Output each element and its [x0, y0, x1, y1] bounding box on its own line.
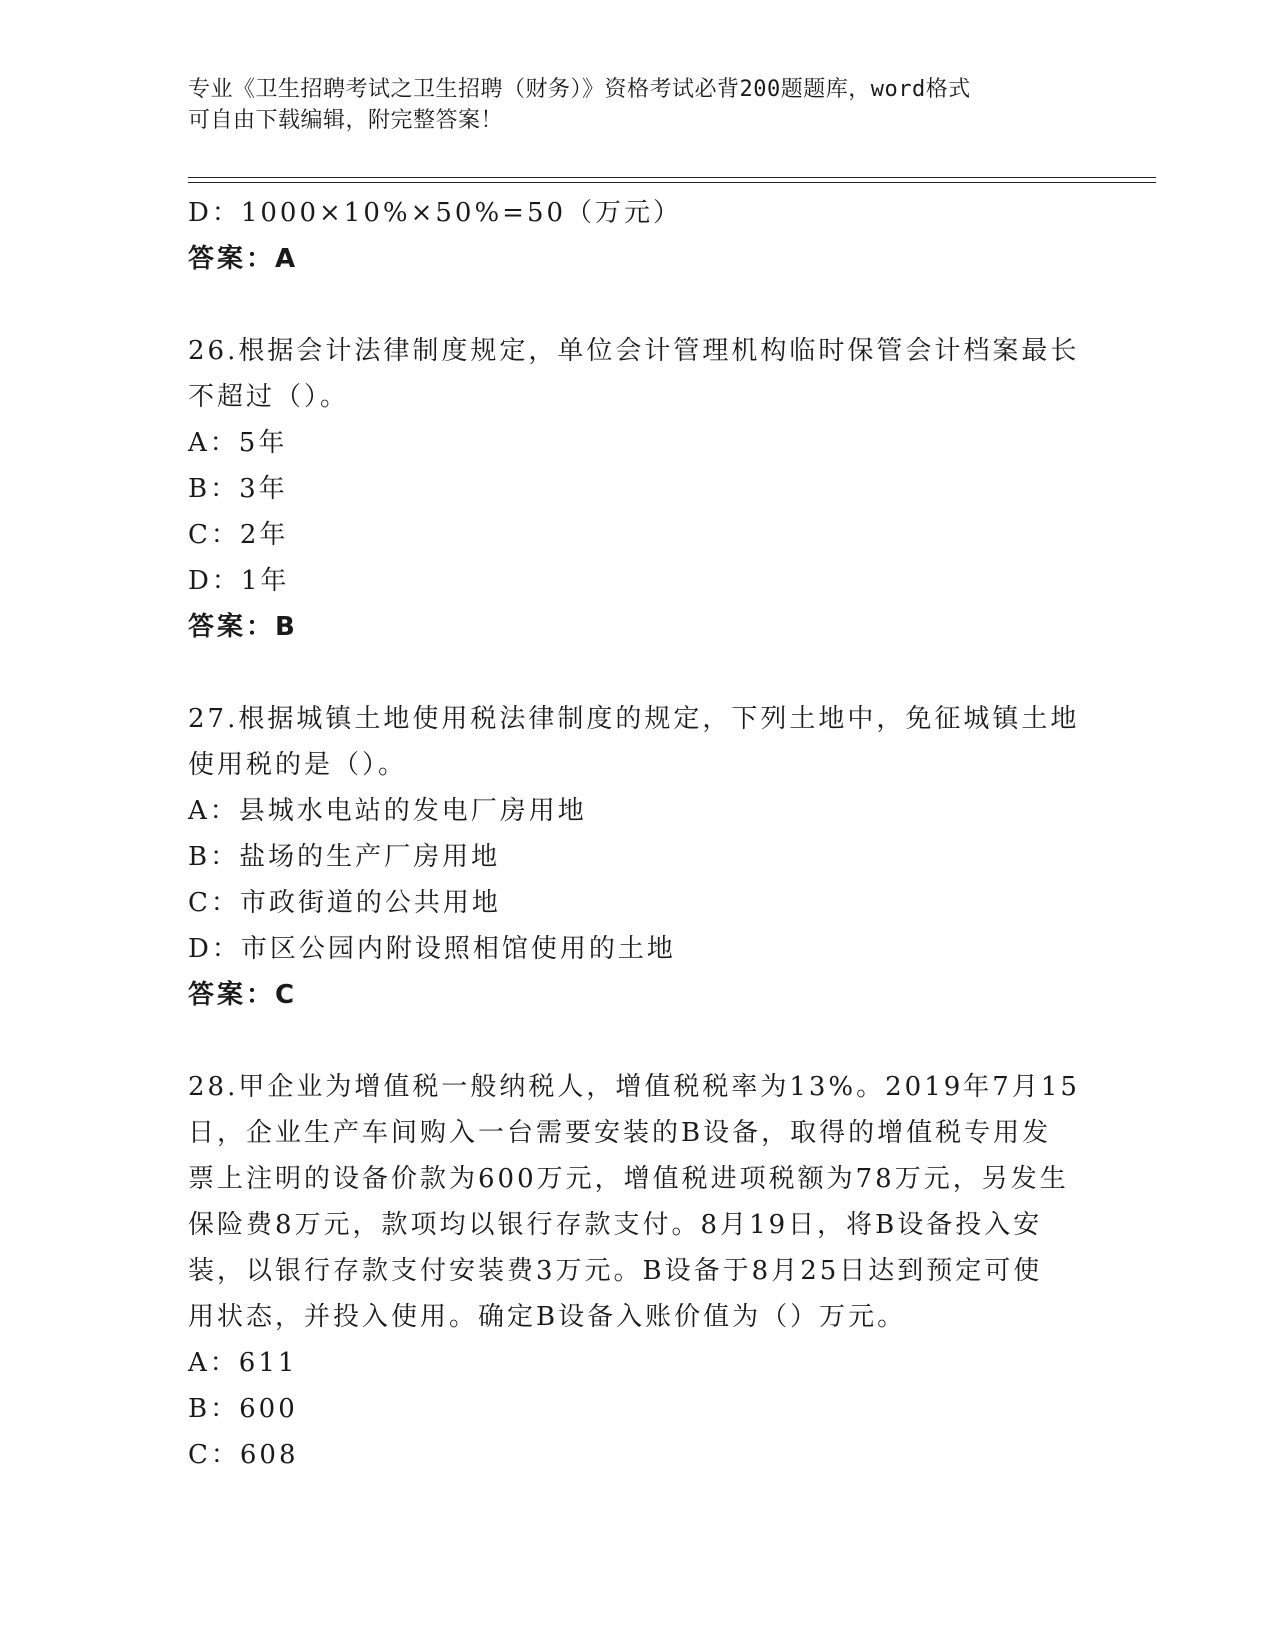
q28-option-c: C：608	[188, 1440, 299, 1470]
q26-stem-line: 不超过（）。	[188, 382, 350, 412]
document-header	[188, 74, 1068, 136]
spacer	[188, 1018, 1088, 1064]
q27-option-c: C：市政街道的公共用地	[188, 888, 501, 918]
header-divider-bottom	[188, 182, 1156, 183]
q25-option-d: D：1000×10%×50%=50（万元）	[188, 198, 683, 228]
q28-option-b: B：600	[188, 1394, 298, 1424]
q26-option-d: D：1年	[188, 566, 290, 596]
q28-stem-line: 日，企业生产车间购入一台需要安装的B设备，取得的增值税专用发	[188, 1118, 1052, 1148]
question-26	[188, 328, 1088, 650]
spacer	[188, 282, 1088, 328]
question-list	[188, 190, 1088, 1478]
q28-option-a: A：611	[188, 1348, 298, 1378]
q26-answer: 答案：B	[188, 612, 298, 642]
q28-stem-line: 票上注明的设备价款为600万元，增值税进项税额为78万元，另发生	[188, 1164, 1069, 1194]
q27-stem-line: 27.根据城镇土地使用税法律制度的规定，下列土地中，免征城镇土地	[188, 704, 1080, 734]
spacer	[188, 650, 1088, 696]
q27-option-d: D：市区公园内附设照相馆使用的土地	[188, 934, 676, 964]
question-27	[188, 696, 1088, 1018]
q27-stem-line: 使用税的是（）。	[188, 750, 408, 780]
q28-stem-line: 28.甲企业为增值税一般纳税人，增值税税率为13%。2019年7月15	[188, 1072, 1080, 1102]
question-28	[188, 1064, 1088, 1478]
header-title-line-1: 专业《卫生招聘考试之卫生招聘（财务）》资格考试必背200题题库，word格式	[188, 77, 971, 102]
q28-stem-line: 装，以银行存款支付安装费3万元。B设备于8月25日达到预定可使	[188, 1256, 1043, 1286]
q27-option-b: B：盐场的生产厂房用地	[188, 842, 501, 872]
question-25-tail	[188, 190, 1088, 282]
q28-stem-line: 保险费8万元，款项均以银行存款支付。8月19日，将B设备投入安	[188, 1210, 1043, 1240]
q26-option-a: A：5年	[188, 428, 288, 458]
q27-option-a: A：县城水电站的发电厂房用地	[188, 796, 587, 826]
q27-answer: 答案：C	[188, 980, 298, 1010]
header-divider-top	[188, 177, 1156, 178]
q26-option-c: C：2年	[188, 520, 289, 550]
q25-answer: 答案：A	[188, 244, 299, 274]
q26-stem-line: 26.根据会计法律制度规定，单位会计管理机构临时保管会计档案最长	[188, 336, 1080, 366]
q28-stem-line: 用状态，并投入使用。确定B设备入账价值为（）万元。	[188, 1302, 907, 1332]
q26-option-b: B：3年	[188, 474, 288, 504]
header-title-line-2: 可自由下载编辑，附完整答案！	[188, 108, 504, 133]
